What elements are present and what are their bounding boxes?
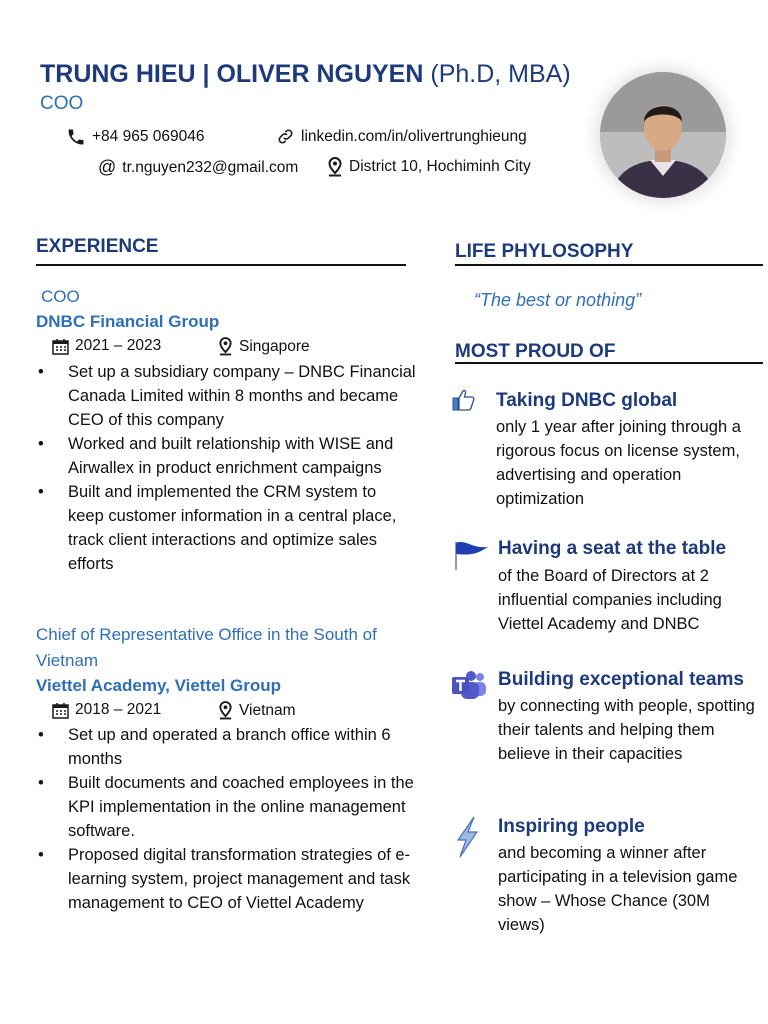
experience-divider [36,264,406,266]
email-address[interactable]: tr.nguyen232@gmail.com [122,158,299,176]
company-name: DNBC Financial Group [36,312,220,331]
profile-photo [600,72,726,198]
location-text: Vietnam [239,701,296,719]
location-pin-icon [327,157,343,177]
proud-item-title: Taking DNBC global [496,390,678,411]
lightning-icon [454,816,480,858]
phone-icon [66,127,86,147]
thumbs-up-icon [452,388,476,412]
list-item: • Proposed digital transformation strategies of e-learning system, project management and task management to CEO of Viettel Academy [36,843,416,915]
list-item: • Built documents and coached employees in the KPI implementation in the online management software. [36,771,416,843]
job-dates [52,337,161,355]
phone-number: +84 965 069046 [92,128,205,145]
job-location [218,701,296,720]
link-icon [276,127,295,146]
proud-item-title: Having a seat at the table [498,538,727,559]
proud-item-text: and becoming a winner after participating in a television game show – Whose Chance (30M views) [498,844,738,934]
name-text: TRUNG HIEU | OLIVER NGUYEN [40,60,424,88]
proud-item-title: Building exceptional teams [498,669,744,690]
candidate-name [40,60,571,89]
list-item: • Built and implemented the CRM system to keep customer information in a central place, track client interactions and optimize sales efforts [36,480,416,576]
email-contact[interactable] [98,157,298,178]
job-title: COO [41,287,80,306]
flag-icon [452,540,490,570]
proud-item-title: Inspiring people [498,816,645,837]
proud-divider [455,362,763,364]
location-text: Singapore [239,337,310,355]
list-item: • Set up a subsidiary company – DNBC Financial Canada Limited within 8 months and became CEO of this company [36,360,416,432]
current-role: COO [40,93,84,114]
experience-heading: EXPERIENCE [36,236,159,257]
proud-heading: MOST PROUD OF [455,341,616,362]
calendar-icon [52,338,69,355]
address-text: District 10, Hochiminh City [349,158,531,175]
phone-contact [66,127,205,147]
teams-icon [451,670,487,700]
job-location [218,337,310,356]
job-dates [52,701,161,719]
location-pin-icon [218,701,233,720]
philosophy-heading: LIFE PHYLOSOPHY [455,241,634,262]
address-contact [327,157,531,177]
job-achievements [36,723,416,915]
credentials-text: (Ph.D, MBA) [423,60,571,88]
calendar-icon [52,702,69,719]
date-range: 2018 – 2021 [75,701,162,718]
job-achievements [36,360,416,576]
proud-item-text: only 1 year after joining through a rigorous focus on license system, advertising and operation optimization [496,418,741,508]
location-pin-icon [218,337,233,356]
list-item: • Set up and operated a branch office within 6 months [36,723,416,771]
at-icon: @ [98,157,117,177]
company-name: Viettel Academy, Viettel Group [36,676,282,695]
proud-item-text: of the Board of Directors at 2 influential companies including Viettel Academy and DNBC [498,567,722,633]
proud-item-text: by connecting with people, spotting their talents and helping them believe in their capacities [498,697,755,763]
philosophy-quote: “The best or nothing” [474,290,642,310]
job-title: Chief of Representative Office in the South of Vietnam [36,625,377,670]
philosophy-divider [455,264,763,266]
linkedin-url[interactable]: linkedin.com/in/olivertrunghieung [301,127,527,145]
date-range: 2021 – 2023 [75,337,162,354]
list-item: • Worked and built relationship with WISE and Airwallex in product enrichment campaigns [36,432,416,480]
linkedin-contact[interactable] [276,127,527,146]
